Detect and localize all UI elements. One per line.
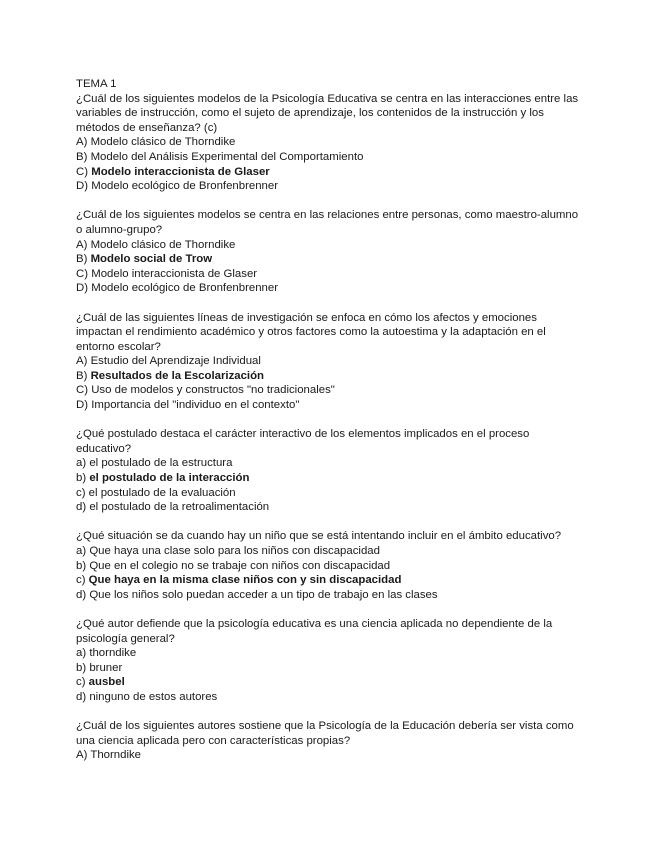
option-letter: D) xyxy=(76,180,89,193)
answer-option-correct xyxy=(76,573,586,588)
option-letter: c) xyxy=(76,486,86,499)
option-text: Resultados de la Escolarización xyxy=(90,369,265,382)
option-letter: A) xyxy=(76,355,88,368)
answer-option xyxy=(76,588,586,603)
question-block xyxy=(76,208,586,296)
answer-option xyxy=(76,544,586,559)
question-block xyxy=(76,719,586,763)
option-text: Importancia del "individuo en el contexto" xyxy=(91,399,300,412)
option-letter: A) xyxy=(76,136,88,149)
question-block xyxy=(76,92,586,194)
answer-option xyxy=(76,559,586,574)
option-letter: d) xyxy=(76,501,87,514)
question-text: ¿Qué autor defiende que la psicología educativa es una ciencia aplicada no dependiente de la psicología general? xyxy=(76,617,553,645)
question-list xyxy=(76,92,586,763)
option-text: Que haya en la misma clase niños con y sin discapacidad xyxy=(88,574,402,587)
option-text: bruner xyxy=(89,661,123,674)
option-text: Modelo ecológico de Bronfenbrenner xyxy=(91,180,279,193)
answer-option xyxy=(76,646,586,661)
answer-options xyxy=(76,748,586,763)
option-text: ausbel xyxy=(88,676,125,689)
answer-option-correct xyxy=(76,675,586,690)
question-text: ¿Cuál de los siguientes modelos se centra en las relaciones entre personas, como maestro-alumno o alumno-grupo? xyxy=(76,209,579,236)
answer-option-correct xyxy=(76,252,586,267)
option-letter: a) xyxy=(76,647,87,660)
option-letter: D) xyxy=(76,282,89,295)
option-letter: b) xyxy=(76,559,87,572)
option-letter: C) xyxy=(76,267,89,280)
document-title: TEMA 1 xyxy=(76,78,117,90)
option-letter: a) xyxy=(76,457,87,470)
answer-option xyxy=(76,486,586,501)
option-text: thorndike xyxy=(89,647,137,660)
option-text: Modelo ecológico de Bronfenbrenner xyxy=(91,282,279,295)
option-letter: b) xyxy=(76,661,87,674)
answer-option xyxy=(76,383,586,398)
option-text: Thorndike xyxy=(90,749,142,762)
answer-options xyxy=(76,646,586,704)
option-letter: C) xyxy=(76,165,89,178)
question-block xyxy=(76,311,586,413)
option-text: Modelo social de Trow xyxy=(90,253,213,266)
question-text: ¿Cuál de las siguientes líneas de investigación se enfoca en cómo los afectos y emociones impactan el rendimiento académico y otros factores como la autoestima y la adaptación en el entorno escolar? xyxy=(76,311,546,353)
option-letter: c) xyxy=(76,574,86,587)
option-letter: d) xyxy=(76,588,87,601)
option-text: Uso de modelos y constructos "no tradicionales" xyxy=(91,384,335,397)
option-letter: C) xyxy=(76,384,89,397)
answer-options xyxy=(76,135,586,193)
answer-options xyxy=(76,238,586,296)
option-letter: B) xyxy=(76,253,88,266)
answer-option-correct xyxy=(76,165,586,180)
option-text: el postulado de la retroalimentación xyxy=(89,501,270,514)
answer-option xyxy=(76,354,586,369)
question-text: ¿Qué situación se da cuando hay un niño que se está intentando incluir en el ámbito educativo? xyxy=(76,530,562,543)
option-letter: B) xyxy=(76,369,88,382)
option-letter: B) xyxy=(76,150,88,163)
question-text: ¿Qué postulado destaca el carácter interactivo de los elementos implicados en el proceso educativo? xyxy=(76,428,530,455)
answer-options xyxy=(76,544,586,602)
option-text: Modelo clásico de Thorndike xyxy=(90,136,236,149)
option-letter: A) xyxy=(76,238,88,251)
question-block xyxy=(76,427,586,515)
option-text: Modelo interaccionista de Glaser xyxy=(91,165,270,178)
answer-option xyxy=(76,456,586,471)
answer-option xyxy=(76,690,586,705)
answer-option xyxy=(76,238,586,253)
option-text: Modelo del Análisis Experimental del Comportamiento xyxy=(90,150,364,163)
option-letter: b) xyxy=(76,472,87,485)
answer-option xyxy=(76,179,586,194)
option-text: Que los niños solo puedan acceder a un tipo de trabajo en las clases xyxy=(89,588,438,601)
answer-option xyxy=(76,661,586,676)
option-text: el postulado de la evaluación xyxy=(88,486,236,499)
answer-option xyxy=(76,150,586,165)
option-text: ninguno de estos autores xyxy=(89,690,218,703)
answer-option xyxy=(76,500,586,515)
option-text: Modelo clásico de Thorndike xyxy=(90,238,236,251)
option-text: el postulado de la estructura xyxy=(89,457,233,470)
answer-options xyxy=(76,456,586,514)
option-text: Modelo interaccionista de Glaser xyxy=(91,267,258,280)
question-block xyxy=(76,617,586,705)
option-text: Que en el colegio no se trabaje con niños con discapacidad xyxy=(89,559,391,572)
option-letter: a) xyxy=(76,545,87,557)
option-letter: d) xyxy=(76,690,87,703)
option-letter: A) xyxy=(76,749,88,762)
answer-option xyxy=(76,398,586,413)
option-letter: D) xyxy=(76,399,89,412)
option-text: Que haya una clase solo para los niños con discapacidad xyxy=(89,545,380,557)
option-letter: c) xyxy=(76,676,86,689)
answer-option xyxy=(76,267,586,282)
answer-option-correct xyxy=(76,369,586,384)
answer-option-correct xyxy=(76,471,586,486)
question-text: ¿Cuál de los siguientes autores sostiene que la Psicología de la Educación debería ser vista como una ciencia aplicada pero con características propias? xyxy=(76,720,574,747)
answer-option xyxy=(76,281,586,296)
question-text: ¿Cuál de los siguientes modelos de la Psicología Educativa se centra en las interacciones entre las variables de instrucción, como el sujeto de aprendizaje, los contenidos de la instrucción y los métodos de enseñanza? (c) xyxy=(76,92,579,134)
option-text: el postulado de la interacción xyxy=(89,472,250,485)
document-page xyxy=(76,77,586,778)
option-text: Estudio del Aprendizaje Individual xyxy=(90,355,261,368)
question-block xyxy=(76,529,586,602)
answer-options xyxy=(76,354,586,412)
answer-option xyxy=(76,748,586,763)
answer-option xyxy=(76,135,586,150)
